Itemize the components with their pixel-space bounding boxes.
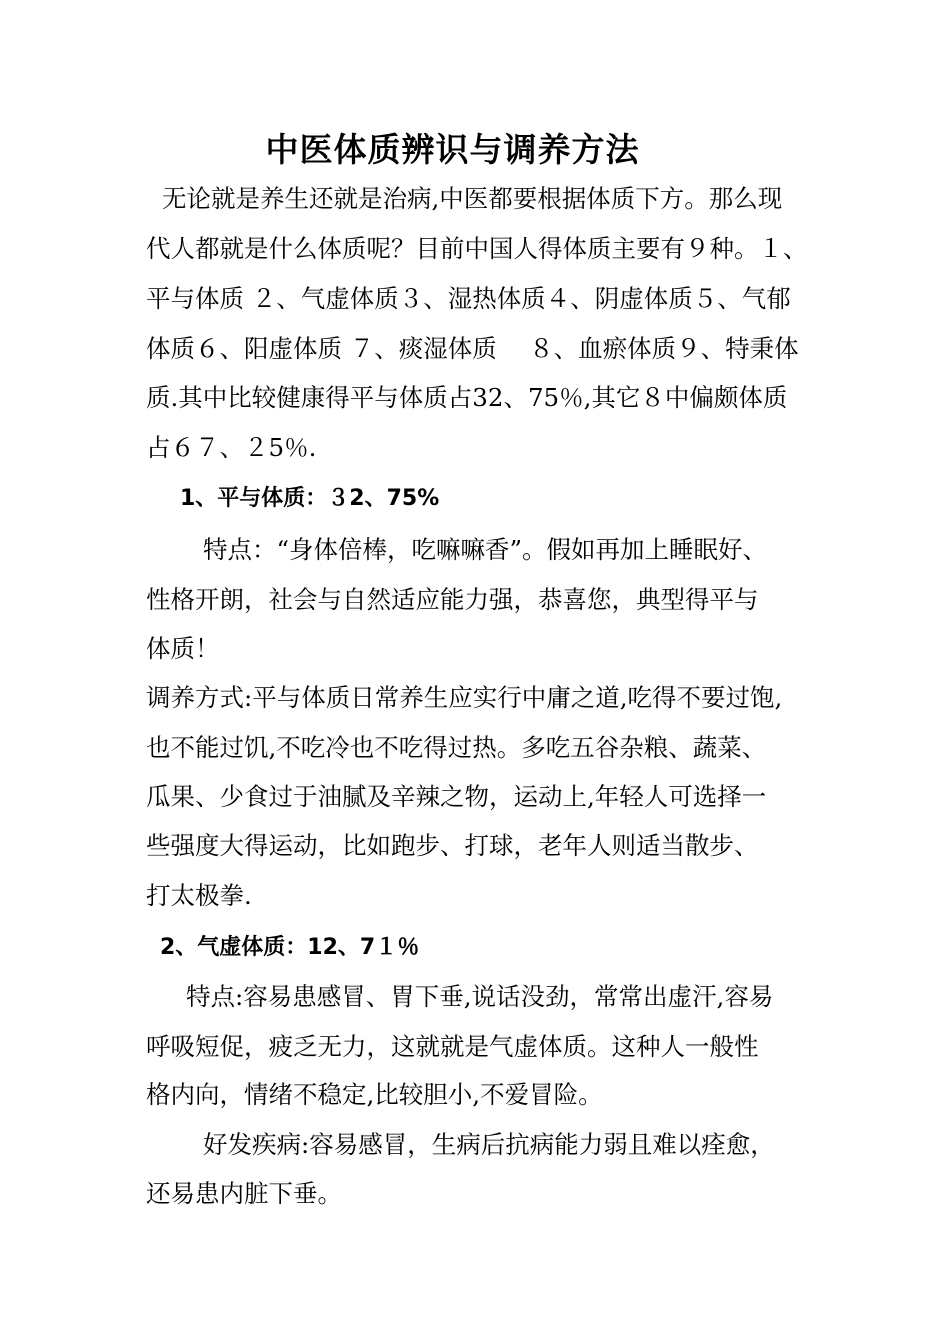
feature-line: 特点：“身体倍棒，吃嘛嘛香”。假如再加上睡眠好、 xyxy=(203,535,768,564)
intro-line: 代人都就是什么体质呢？目前中国人得体质主要有９种。１、 xyxy=(146,234,808,263)
care-line: 调养方式:平与体质日常养生应实行中庸之道,吃得不要过饱, xyxy=(146,683,783,712)
intro-line: 无论就是养生还就是治病,中医都要根据体质下方。那么现 xyxy=(162,184,783,213)
feature-line: 格内向，情绪不稳定,比较胆小,不爱冒险。 xyxy=(146,1080,603,1109)
disease-line: 好发疾病:容易感冒，生病后抗病能力弱且难以痊愈， xyxy=(203,1130,775,1159)
care-line: 打太极拳. xyxy=(146,881,252,910)
intro-line: 质.其中比较健康得平与体质占32、75％,其它８中偏颇体质 xyxy=(146,383,788,412)
feature-line: 性格开朗，社会与自然适应能力强，恭喜您，典型得平与 xyxy=(146,585,759,614)
intro-line: 平与体质 ２、气虚体质３、湿热体质４、阴虚体质５、气郁 xyxy=(146,284,791,313)
intro-line: 占６７、２5％. xyxy=(146,433,317,462)
care-line: 些强度大得运动，比如跑步、打球，老年人则适当散步、 xyxy=(146,831,759,860)
feature-line: 呼吸短促，疲乏无力，这就就是气虚体质。这种人一般性 xyxy=(146,1032,759,1061)
feature-line: 体质！ xyxy=(146,634,220,663)
care-line: 瓜果、少食过于油腻及辛辣之物，运动上,年轻人可选择一 xyxy=(146,782,767,811)
section-heading-pinghe: 1、平与体质：３2、75% xyxy=(180,486,440,511)
disease-line: 还易患内脏下垂。 xyxy=(146,1179,342,1208)
document-title: 中医体质辨识与调养方法 xyxy=(265,130,640,169)
section-heading-qixu: 2、气虚体质：12、7１％ xyxy=(160,935,420,960)
intro-line: 体质６、阳虚体质 ７、痰湿体质 ８、血瘀体质９、特秉体 xyxy=(146,334,799,363)
care-line: 也不能过饥,不吃冷也不吃得过热。多吃五谷杂粮、蔬菜、 xyxy=(146,733,767,762)
feature-line: 特点:容易患感冒、胃下垂,说话没劲，常常出虚汗,容易 xyxy=(186,982,774,1011)
